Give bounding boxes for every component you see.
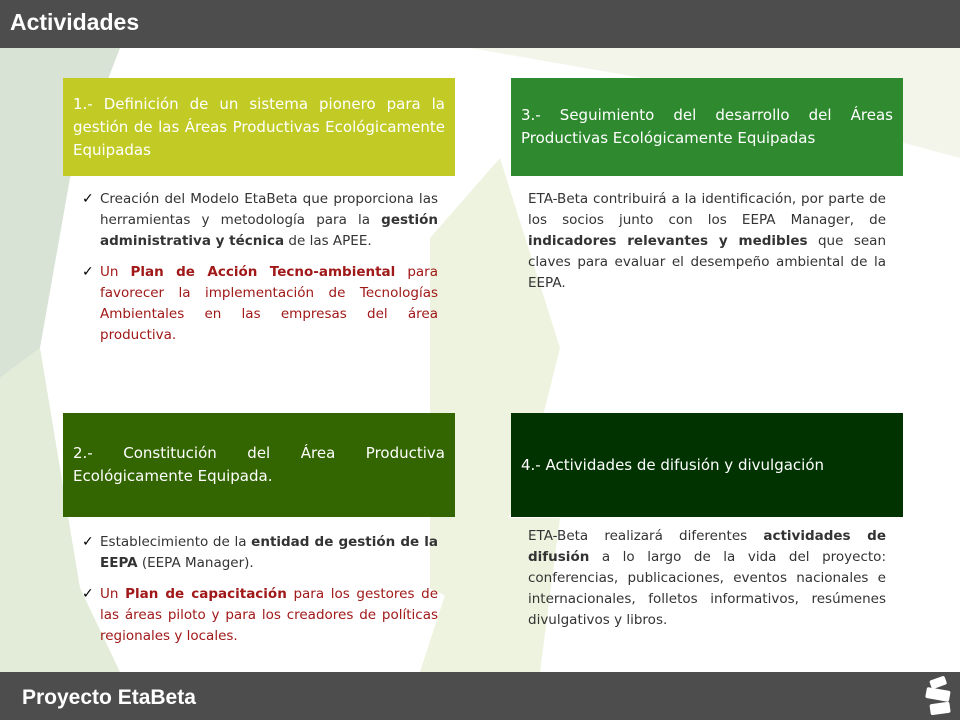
checkmark-icon: ✓: [82, 191, 94, 207]
list-item: ✓ Creación del Modelo EtaBeta que proporciona las herramientas y metodología para la gestión administrativa y técnica de las APEE.: [82, 191, 438, 249]
activity-2-bullet-list: [82, 532, 438, 657]
checkmark-icon: ✓: [82, 586, 94, 602]
list-item: ✓ Establecimiento de la entidad de gestión de la EEPA (EEPA Manager).: [82, 534, 438, 571]
activity-2-heading: 2.- Constitución del Área Productiva Ecológicamente Equipada.: [73, 444, 445, 485]
footer-title: Proyecto EtaBeta: [22, 686, 196, 709]
activity-4-heading-box: [511, 413, 903, 517]
activity-1-bullet-list: [82, 189, 438, 356]
footer-bar: [0, 672, 960, 720]
checkmark-icon: ✓: [82, 264, 94, 280]
checkmark-icon: ✓: [82, 534, 94, 550]
activity-2-heading-box: [63, 413, 455, 517]
activity-1-heading: 1.- Definición de un sistema pionero para la gestión de las Áreas Productivas Ecológicamente Equipadas: [73, 94, 445, 159]
list-item: ✓ Un Plan de capacitación para los gestores de las áreas piloto y para los creadores de políticas regionales y locales.: [82, 586, 438, 644]
etabeta-logo-icon: [918, 674, 958, 718]
list-item: ✓ Un Plan de Acción Tecno-ambiental para favorecer la implementación de Tecnologías Ambientales en las empresas del área productiva.: [82, 264, 438, 343]
activity-4-heading: 4.- Actividades de difusión y divulgación: [521, 455, 825, 474]
activity-3-heading: 3.- Seguimiento del desarrollo del Áreas Productivas Ecológicamente Equipadas: [521, 106, 893, 147]
page-title: Actividades: [10, 9, 140, 35]
header-bar: [0, 0, 960, 48]
activity-3-description: ETA-Beta contribuirá a la identificación, por parte de los socios junto con los EEPA Manager, de indicadores relevantes y medibles que sean claves para evaluar el desempeño ambiental de la EEPA.: [528, 191, 887, 291]
activity-4-description: ETA-Beta realizará diferentes actividades de difusión a lo largo de la vida del proyecto: conferencias, publicaciones, eventos nacionales e internacionales, folletos informativos, resúmenes divulgativos y libros.: [528, 528, 886, 628]
activity-3-heading-box: [511, 78, 903, 176]
activity-1-heading-box: [63, 78, 455, 176]
